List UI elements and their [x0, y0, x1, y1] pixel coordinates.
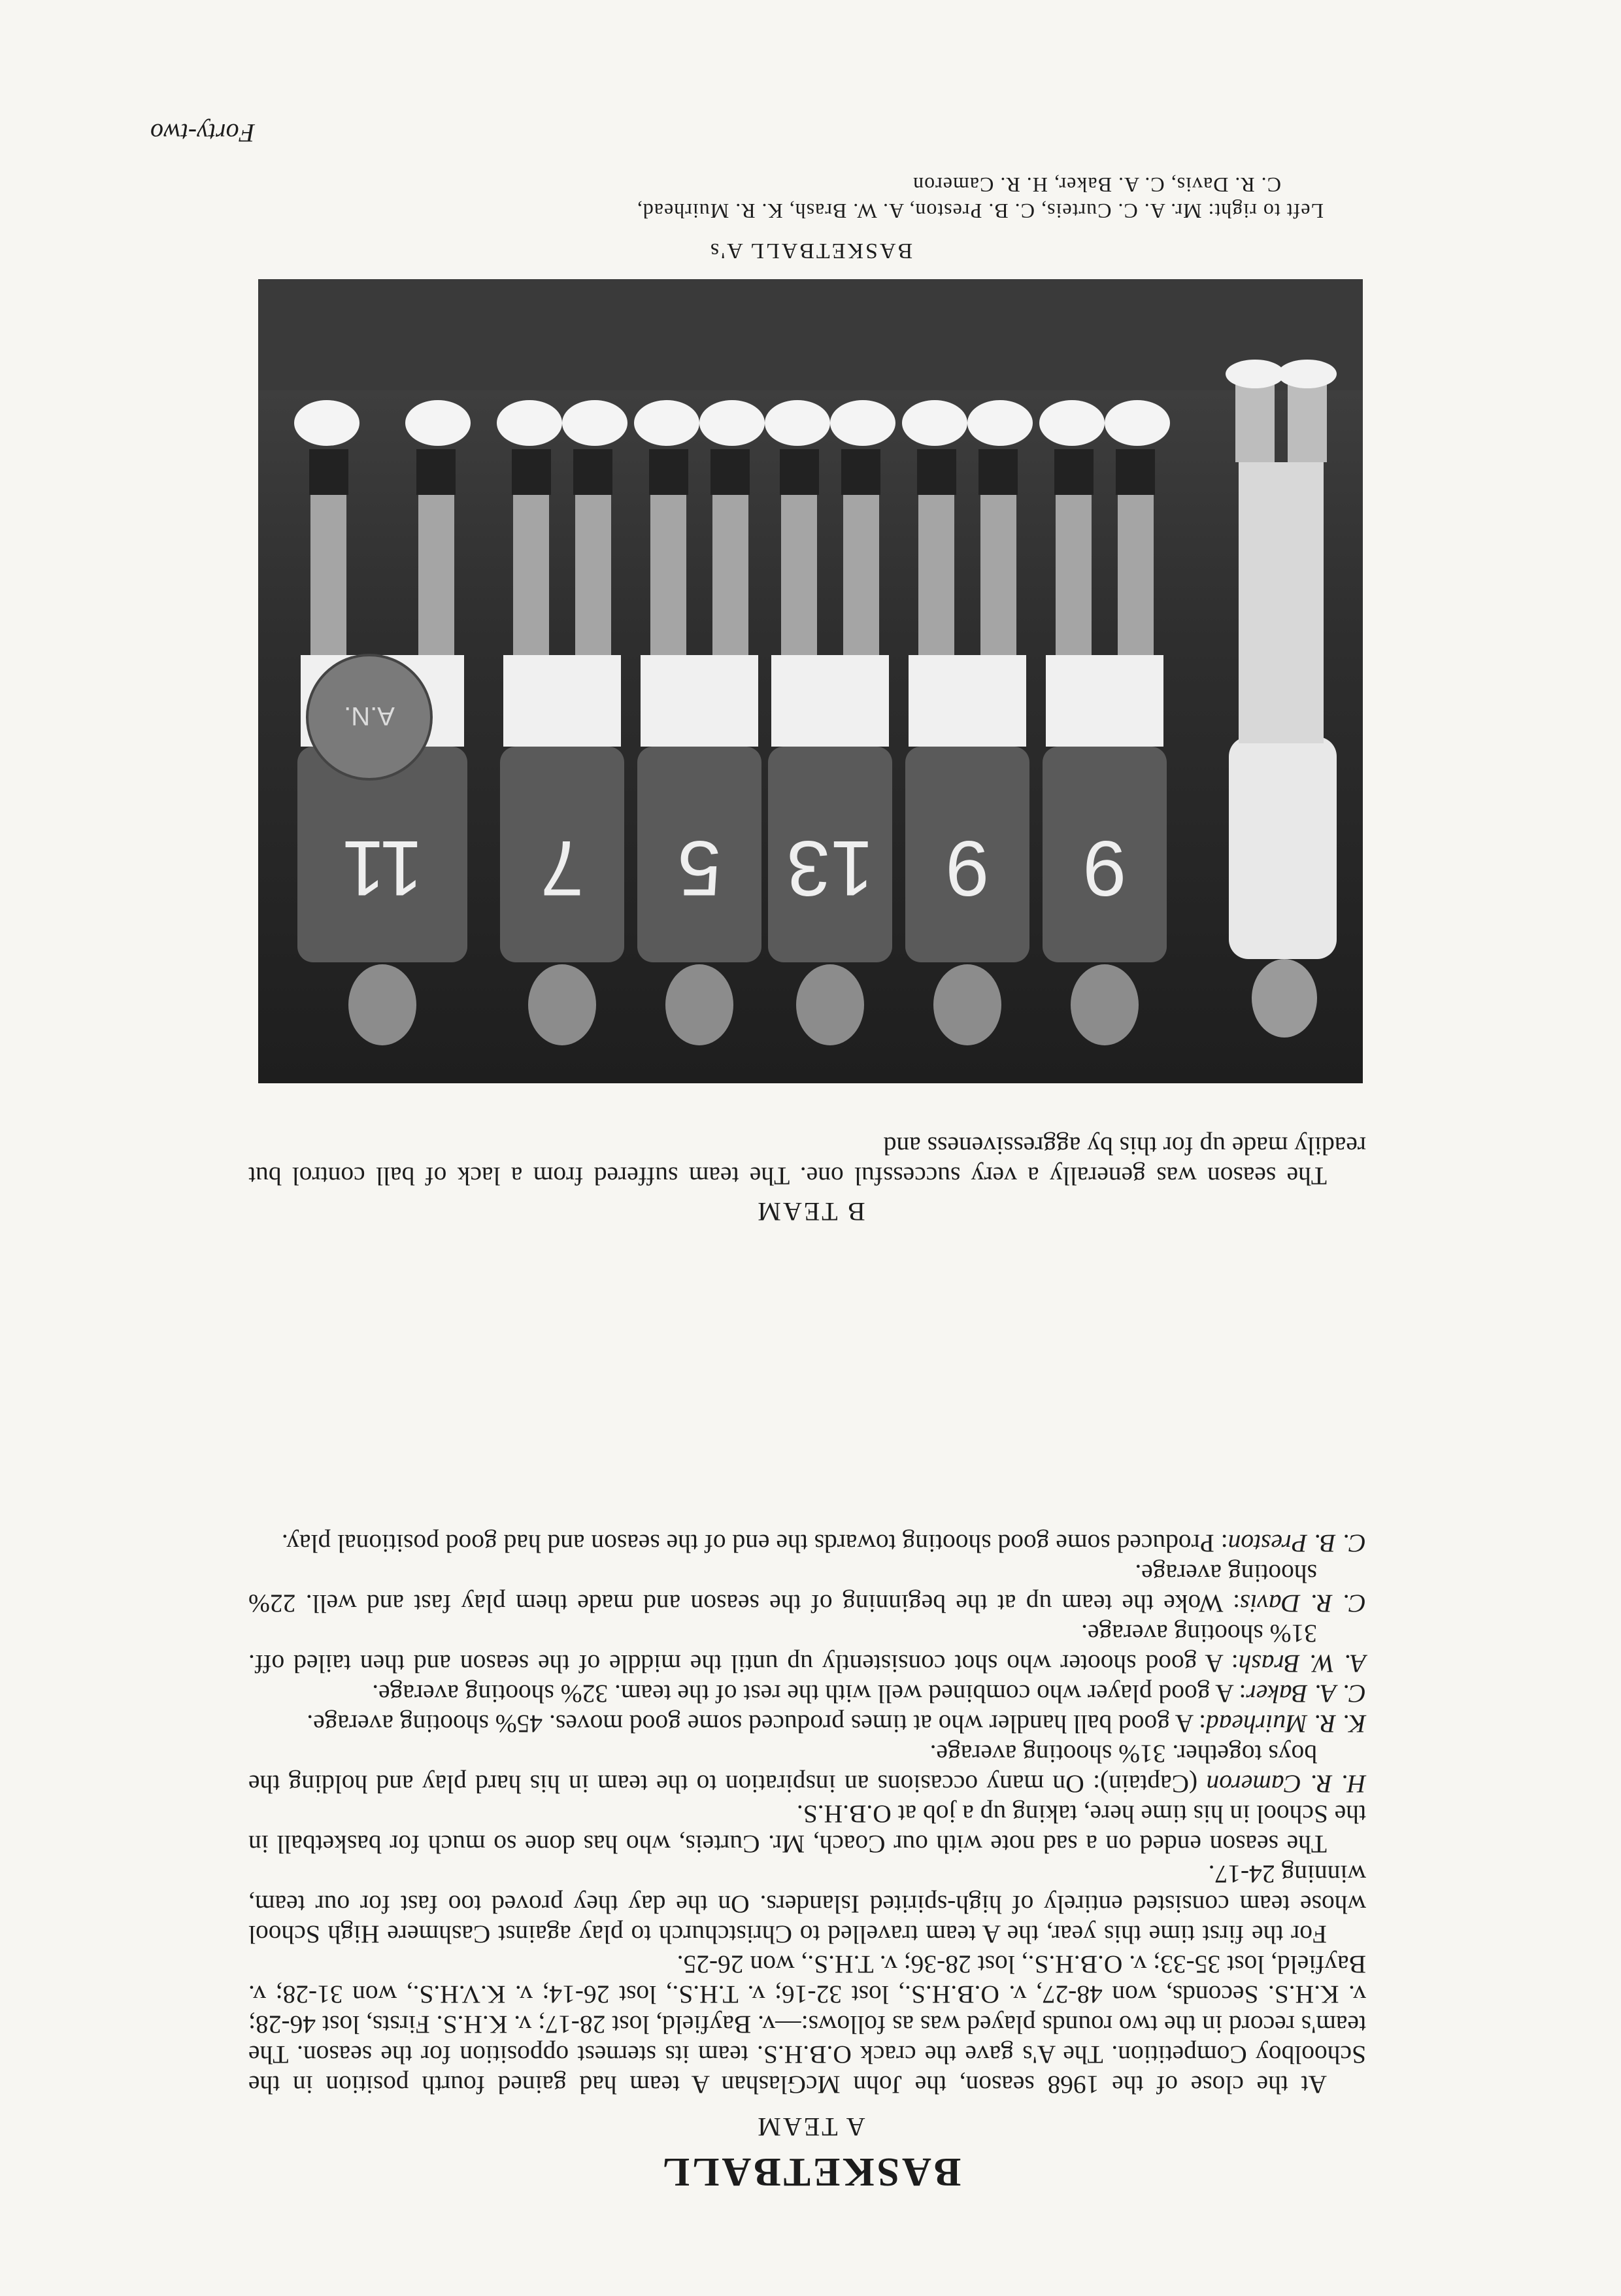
ball-marking: A.N. — [344, 701, 395, 730]
player-remark: : A good ball handler who at times produced some good moves. 45% shooting average. — [307, 1710, 1206, 1738]
player-name: H. R. Cameron — [1206, 1770, 1366, 1798]
a-team-paragraph-2: For the first time this year, the A team travelled to Christchurch to play against Cashmere High School whose team consisted entirely of high-spirited Islanders. On the day they proved too fast for our team, winning 24-17. — [248, 1860, 1366, 1949]
page-number: Forty-two — [150, 118, 255, 148]
player-sock — [416, 449, 456, 495]
player-shoe — [562, 400, 627, 446]
a-team-section — [248, 1528, 1366, 2100]
photo-caption-title: BASKETBALL A's — [708, 239, 913, 263]
player-leg — [418, 485, 454, 655]
player-leg — [712, 485, 748, 655]
player-sock — [917, 449, 956, 495]
player-shorts — [641, 655, 758, 747]
photo-caption-line-2: C. R. Davis, C. A. Baker, H. R. Cameron — [912, 173, 1281, 197]
player-leg — [781, 485, 817, 655]
photo-caption-line-1: Left to right: Mr. A. C. Curteis, C. B. Preston, A. W. Brash, K. R. Muirhead, — [636, 199, 1324, 223]
player-sock — [649, 449, 688, 495]
b-team-paragraph: The season was generally a very successful one. The team suffered from a lack of ball control but readily made up for this by aggressiveness and — [248, 1132, 1366, 1190]
player-note-preston — [248, 1528, 1366, 1559]
player-sock — [978, 449, 1018, 495]
player-head — [348, 964, 416, 1045]
player-remark: : Produced some good shooting towards the end of the season and had good positional play. — [281, 1529, 1228, 1558]
b-team-heading: B TEAM — [756, 1197, 865, 1226]
jersey-number: 9 — [945, 824, 990, 912]
player-sock — [841, 449, 880, 495]
a-team-heading: A TEAM — [756, 2112, 865, 2142]
player-sock — [1054, 449, 1094, 495]
player-name: K. R. Muirhead — [1205, 1710, 1366, 1738]
b-team-section — [248, 1131, 1366, 1191]
jersey-number: 11 — [341, 824, 424, 912]
player-head — [528, 964, 596, 1045]
player-shoe — [830, 400, 895, 446]
player-note-muirhead — [248, 1709, 1366, 1739]
player-remark: : A good shooter who shot consistently up until the middle of the season and then tailed off. 31% shooting average. — [248, 1619, 1317, 1678]
player-note-baker — [248, 1679, 1366, 1709]
player-leg — [650, 485, 686, 655]
player-sock — [573, 449, 612, 495]
player-shoe — [634, 400, 699, 446]
player-leg — [310, 485, 346, 655]
player-name: C. R. Davis — [1239, 1589, 1366, 1618]
player-leg — [843, 485, 879, 655]
player-note-davis — [248, 1559, 1366, 1619]
player-remark: : Woke the team up at the beginning of the season and made them play fast and well. 22% shooting average. — [248, 1559, 1317, 1618]
player-shoe — [967, 400, 1033, 446]
team-photo — [258, 279, 1363, 1083]
player-name: C. B. Preston — [1228, 1529, 1366, 1558]
player-name: A. W. Brash — [1238, 1649, 1366, 1678]
jersey-number: 9 — [1082, 824, 1127, 912]
player-shoe — [497, 400, 562, 446]
player-name: C. A. Baker — [1246, 1680, 1366, 1708]
player-shorts — [503, 655, 621, 747]
player-shoe — [1105, 400, 1170, 446]
player-shoe — [405, 400, 471, 446]
jersey-number: 7 — [540, 824, 584, 912]
player-shoe — [1039, 400, 1105, 446]
player-shorts — [1046, 655, 1163, 747]
player-leg — [575, 485, 611, 655]
player-sock — [710, 449, 750, 495]
player-sock — [1116, 449, 1155, 495]
a-team-paragraph-1: At the close of the 1968 season, the John McGlashan A team had gained fourth position in the Schoolboy Competition. The A's gave the crack O.B.H.S. team its sternest opposition for the season. The team's record in the two rounds played was as follows:—v. Bayfield, lost 28-17; v. K.H.S. Firsts, lost 46-28; v. K.H.S. Seconds, won 48-27, v. O.B.H.S., lost 32-16; v. T.H.S., lost 26-14; v. K.V.H.S., won 31-28; v. Bayfield, lost 35-33; v. O.B.H.S., lost 28-36; v. T.H.S., won 26-25. — [248, 1950, 1366, 2099]
jersey-number: 13 — [786, 824, 874, 912]
player-shoe — [902, 400, 967, 446]
player-shoe — [765, 400, 830, 446]
player-shorts — [771, 655, 889, 747]
player-leg — [980, 485, 1016, 655]
player-remark: (Captain): On many occasions an inspiration to the team in his hard play and holding the boys together. 31% shooting average. — [248, 1740, 1317, 1798]
player-leg — [1118, 485, 1154, 655]
player-remark: : A good player who combined well with the rest of the team. 32% shooting average. — [372, 1680, 1246, 1708]
player-shoe — [699, 400, 765, 446]
player-shorts — [909, 655, 1026, 747]
player-sock — [512, 449, 551, 495]
player-leg — [1056, 485, 1092, 655]
team-photo-image — [258, 279, 1363, 1083]
player-sock — [309, 449, 348, 495]
player-head — [933, 964, 1001, 1045]
player-note-cameron — [248, 1739, 1366, 1799]
player-shoe — [294, 400, 359, 446]
player-leg — [513, 485, 549, 655]
player-note-brash — [248, 1619, 1366, 1679]
player-sock — [780, 449, 819, 495]
player-head — [665, 964, 733, 1045]
player-head — [796, 964, 864, 1045]
player-head — [1071, 964, 1139, 1045]
page-title: BASKETBALL — [660, 2150, 961, 2194]
player-leg — [918, 485, 954, 655]
a-team-paragraph-3: The season ended on a sad note with our Coach, Mr. Curteis, who has done so much for basketball in the School in his time here, taking up a job at O.B.H.S. — [248, 1800, 1366, 1859]
jersey-number: 5 — [677, 824, 722, 912]
